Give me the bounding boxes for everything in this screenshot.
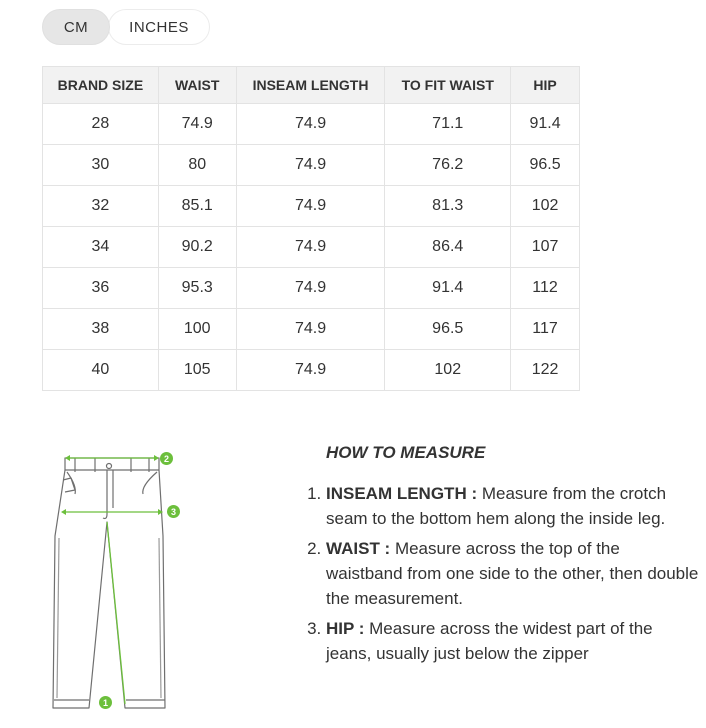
table-cell: 74.9: [236, 104, 385, 145]
jeans-measurement-illustration: [45, 446, 185, 718]
column-header-brand-size: BRAND SIZE: [43, 67, 159, 104]
table-cell: 71.1: [385, 104, 511, 145]
marker-3-icon: 3: [167, 505, 180, 518]
table-cell: 28: [43, 104, 159, 145]
table-cell: 74.9: [236, 268, 385, 309]
table-cell: 107: [511, 227, 580, 268]
how-to-measure-title: HOW TO MEASURE: [326, 443, 486, 462]
column-header-inseam-length: INSEAM LENGTH: [236, 67, 385, 104]
column-header-hip: HIP: [511, 67, 580, 104]
table-cell: 36: [43, 268, 159, 309]
table-row: [43, 350, 580, 391]
marker-1-icon: 1: [99, 696, 112, 709]
table-cell: 105: [158, 350, 236, 391]
step-text: Measure across the widest part of the jeans, usually just below the zipper: [326, 619, 653, 663]
step-waist: [326, 536, 699, 611]
table-cell: 76.2: [385, 145, 511, 186]
table-cell: 30: [43, 145, 159, 186]
table-cell: 112: [511, 268, 580, 309]
table-row: [43, 309, 580, 350]
table-cell: 34: [43, 227, 159, 268]
column-header-to-fit-waist: TO FIT WAIST: [385, 67, 511, 104]
marker-2-icon: 2: [160, 452, 173, 465]
step-term: INSEAM LENGTH :: [326, 484, 478, 503]
table-cell: 91.4: [385, 268, 511, 309]
step-term: WAIST :: [326, 539, 391, 558]
table-row: [43, 104, 580, 145]
table-cell: 74.9: [236, 309, 385, 350]
step-term: HIP :: [326, 619, 365, 638]
table-header-row: [43, 67, 580, 104]
table-cell: 122: [511, 350, 580, 391]
table-cell: 95.3: [158, 268, 236, 309]
table-cell: 40: [43, 350, 159, 391]
how-to-measure-section: [304, 440, 699, 671]
step-text: Measure from the crotch seam to the bottom hem along the inside leg.: [326, 484, 667, 528]
step-hip: [326, 616, 699, 666]
table-cell: 96.5: [385, 309, 511, 350]
jeans-outline: [45, 446, 185, 718]
table-cell: 74.9: [158, 104, 236, 145]
unit-cm-button[interactable]: CM: [42, 9, 110, 45]
table-row: [43, 227, 580, 268]
table-cell: 74.9: [236, 186, 385, 227]
table-cell: 96.5: [511, 145, 580, 186]
table-cell: 74.9: [236, 227, 385, 268]
step-inseam-length: [326, 481, 699, 531]
table-cell: 117: [511, 309, 580, 350]
table-cell: 90.2: [158, 227, 236, 268]
table-cell: 81.3: [385, 186, 511, 227]
table-row: [43, 145, 580, 186]
table-cell: 102: [511, 186, 580, 227]
table-cell: 86.4: [385, 227, 511, 268]
table-cell: 74.9: [236, 350, 385, 391]
table-cell: 85.1: [158, 186, 236, 227]
table-row: [43, 186, 580, 227]
table-row: [43, 268, 580, 309]
table-cell: 74.9: [236, 145, 385, 186]
size-chart-table: [42, 66, 580, 391]
table-cell: 32: [43, 186, 159, 227]
measure-steps-list: [304, 481, 699, 666]
unit-toggle: [42, 9, 210, 45]
table-cell: 91.4: [511, 104, 580, 145]
step-text: Measure across the top of the waistband from one side to the other, then double the measurement.: [326, 539, 699, 608]
table-cell: 80: [158, 145, 236, 186]
table-cell: 38: [43, 309, 159, 350]
column-header-waist: WAIST: [158, 67, 236, 104]
unit-inches-button[interactable]: INCHES: [108, 9, 210, 45]
table-cell: 102: [385, 350, 511, 391]
table-cell: 100: [158, 309, 236, 350]
